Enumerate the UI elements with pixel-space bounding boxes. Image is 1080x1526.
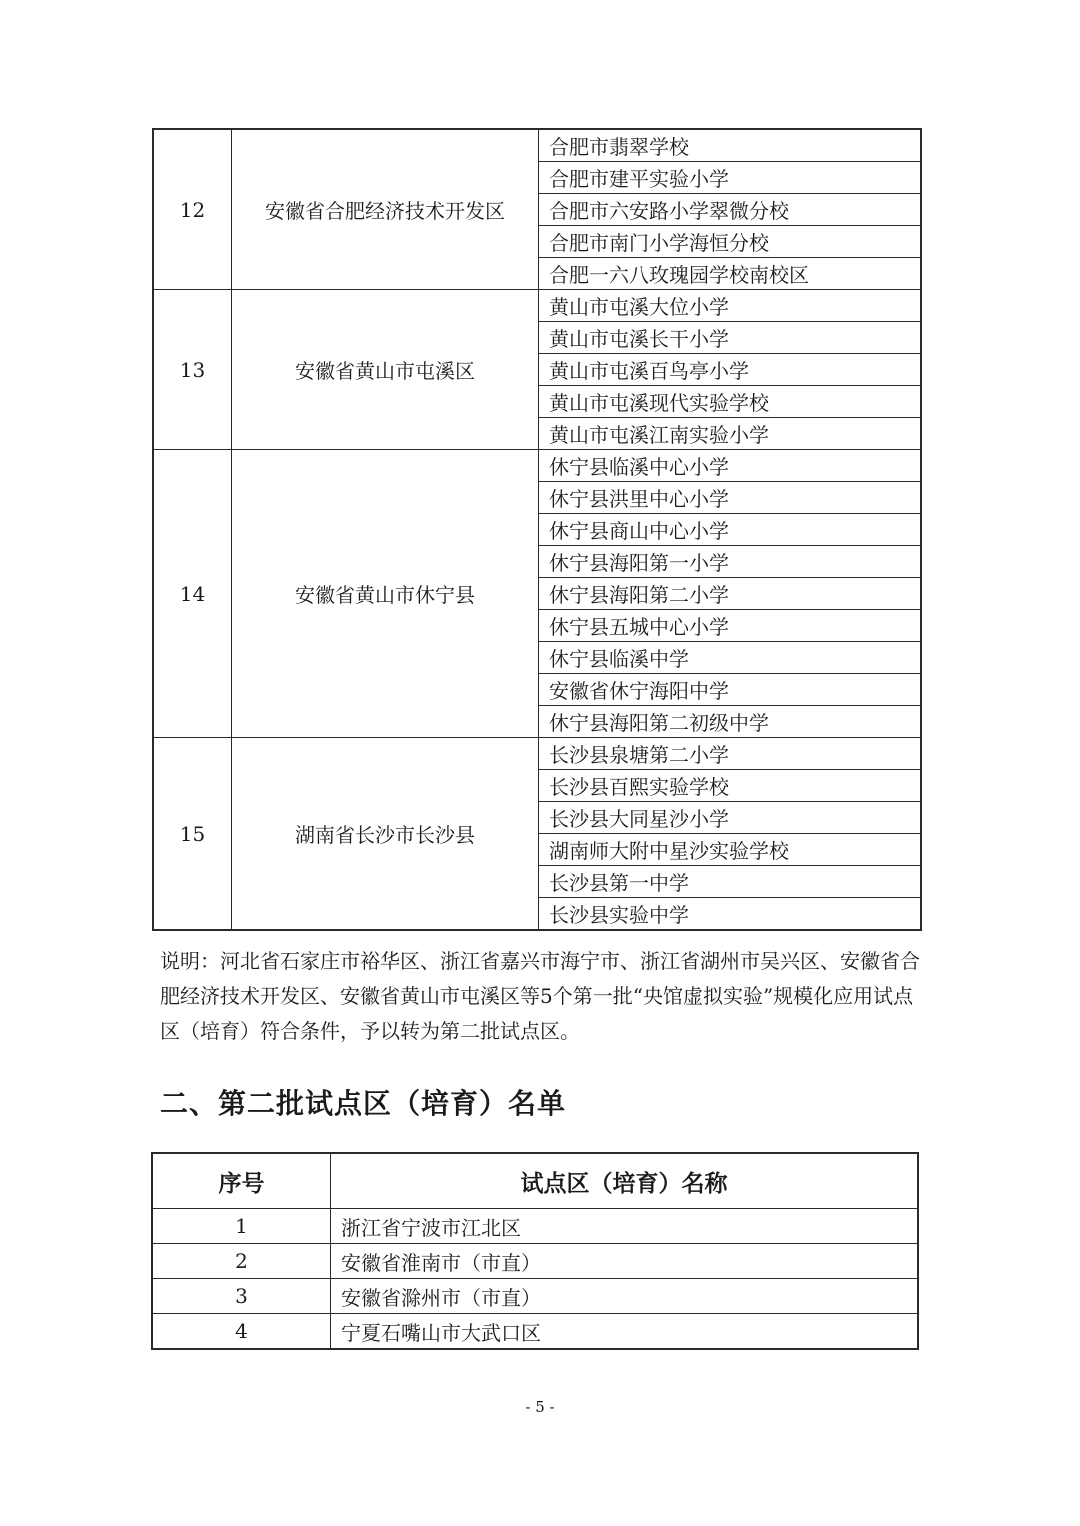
group-number: 12 <box>153 129 232 290</box>
table-row <box>153 450 921 482</box>
row-name: 浙江省宁波市江北区 <box>331 1209 919 1244</box>
school-name: 长沙县百熙实验学校 <box>539 770 922 802</box>
group-number: 14 <box>153 450 232 738</box>
school-name: 长沙县第一中学 <box>539 866 922 898</box>
district-name: 安徽省黄山市休宁县 <box>232 450 539 738</box>
school-name: 黄山市屯溪大位小学 <box>539 290 922 322</box>
school-name: 长沙县泉塘第二小学 <box>539 738 922 770</box>
school-name: 长沙县实验中学 <box>539 898 922 931</box>
group-number: 13 <box>153 290 232 450</box>
school-name: 休宁县临溪中心小学 <box>539 450 922 482</box>
school-name: 湖南师大附中星沙实验学校 <box>539 834 922 866</box>
row-number: 3 <box>152 1279 331 1314</box>
school-name: 合肥市建平实验小学 <box>539 162 922 194</box>
header-pilot-name: 试点区（培育）名称 <box>331 1153 919 1209</box>
district-name: 湖南省长沙市长沙县 <box>232 738 539 931</box>
table-row <box>152 1279 918 1314</box>
table-row <box>152 1209 918 1244</box>
explanation-note: 说明：河北省石家庄市裕华区、浙江省嘉兴市海宁市、浙江省湖州市吴兴区、安徽省合肥经济技术开发区、安徽省黄山市屯溪区等5个第一批“央馆虚拟实验”规模化应用试点区（培育）符合条件，予以转为第二批试点区。 <box>160 949 920 1043</box>
table-row <box>153 129 921 162</box>
school-name: 安徽省休宁海阳中学 <box>539 674 922 706</box>
table-row <box>153 738 921 770</box>
cultivation-pilot-table <box>151 1152 919 1350</box>
school-name: 休宁县海阳第二小学 <box>539 578 922 610</box>
row-number: 1 <box>152 1209 331 1244</box>
row-number: 2 <box>152 1244 331 1279</box>
school-name: 合肥市南门小学海恒分校 <box>539 226 922 258</box>
district-name: 安徽省合肥经济技术开发区 <box>232 129 539 290</box>
school-name: 黄山市屯溪长干小学 <box>539 322 922 354</box>
group-number: 15 <box>153 738 232 931</box>
school-name: 休宁县五城中心小学 <box>539 610 922 642</box>
table-header-row <box>152 1153 918 1209</box>
pilot-schools-table <box>152 128 922 931</box>
school-name: 合肥市翡翠学校 <box>539 129 922 162</box>
school-name: 黄山市屯溪现代实验学校 <box>539 386 922 418</box>
school-name: 休宁县商山中心小学 <box>539 514 922 546</box>
row-name: 宁夏石嘴山市大武口区 <box>331 1314 919 1350</box>
school-name: 休宁县海阳第二初级中学 <box>539 706 922 738</box>
page-number: - 5 - <box>525 1398 555 1416</box>
school-name: 长沙县大同星沙小学 <box>539 802 922 834</box>
school-name: 休宁县洪里中心小学 <box>539 482 922 514</box>
district-name: 安徽省黄山市屯溪区 <box>232 290 539 450</box>
school-name: 黄山市屯溪百鸟亭小学 <box>539 354 922 386</box>
school-name: 合肥市六安路小学翠微分校 <box>539 194 922 226</box>
table-row <box>152 1314 918 1350</box>
school-name: 黄山市屯溪江南实验小学 <box>539 418 922 450</box>
school-name: 合肥一六八玫瑰园学校南校区 <box>539 258 922 290</box>
school-name: 休宁县临溪中学 <box>539 642 922 674</box>
table-row <box>153 290 921 322</box>
table-row <box>152 1244 918 1279</box>
school-name: 休宁县海阳第一小学 <box>539 546 922 578</box>
row-name: 安徽省滁州市（市直） <box>331 1279 919 1314</box>
row-number: 4 <box>152 1314 331 1350</box>
header-serial-number: 序号 <box>152 1153 331 1209</box>
section-heading: 二、第二批试点区（培育）名单 <box>160 1087 567 1120</box>
row-name: 安徽省淮南市（市直） <box>331 1244 919 1279</box>
